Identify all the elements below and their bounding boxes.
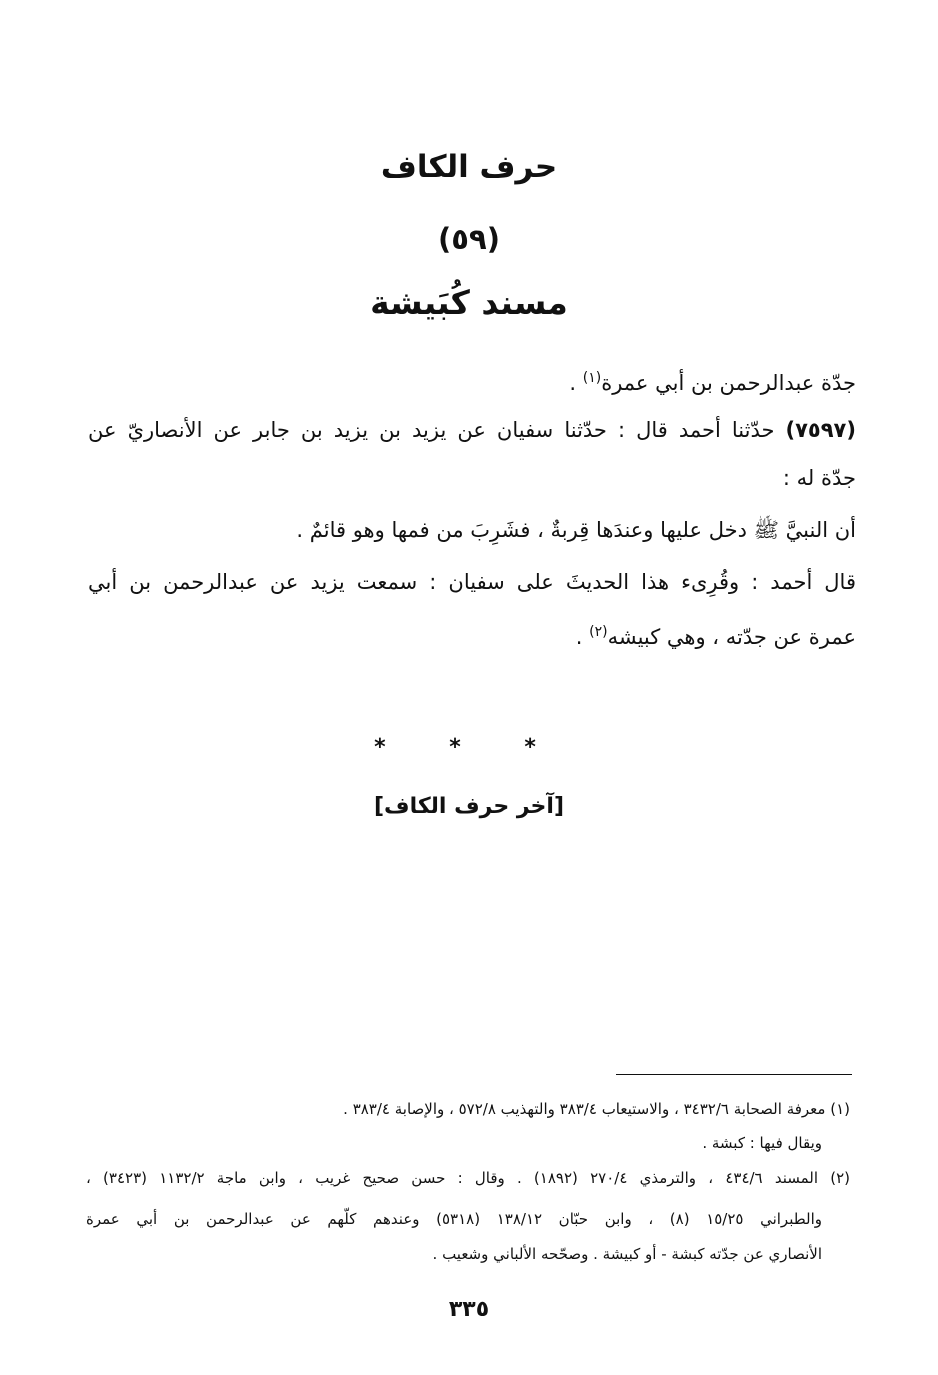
section-title: مسند كُبَيشة: [370, 283, 568, 322]
section-number: (٥٩): [438, 222, 500, 256]
end-of-chapter-title: [آخر حرف الكاف]: [373, 794, 565, 819]
comment-line-1: قال أحمد : وقُرِىء هذا الحديثَ على سفيان : سمعت يزيد عن عبدالرحمن بن أبي: [88, 570, 856, 594]
intro-text: جدّة عبدالرحمن بن أبي عمرة: [601, 371, 856, 395]
intro-line: [88, 358, 856, 403]
footnote-ref-1[interactable]: (١): [582, 370, 602, 386]
hadith-number: (٧٥٩٧): [785, 418, 856, 442]
hadith-line-1: [88, 410, 856, 450]
comment-line-2: [88, 612, 856, 657]
comment-text: عمرة عن جدّته ، وهي كبيشه: [607, 625, 856, 649]
hadith-matn: أن النبيَّ ﷺ دخل عليها وعندَها قِربةٌ ، فشَرِبَ من فمها وهو قائمٌ .: [296, 518, 856, 542]
footnote-ref-2[interactable]: (٢): [589, 624, 608, 640]
footnote-1-line-2: ويقال فيها : كبشة .: [702, 1134, 822, 1152]
hadith-isnad: حدّثنا أحمد قال : حدّثنا سفيان عن يزيد بن يزيد بن جابر عن الأنصاريّ عن: [88, 418, 786, 442]
footnote-2-line-2: والطبراني ١٥/٢٥ (٨) ، وابن حبّان ١٣٨/١٢ (٥٣١٨) وعندهم كلّهم عن عبدالرحمن بن أبي عمرة: [86, 1210, 822, 1228]
chapter-title: حرف الكاف: [380, 149, 558, 185]
footnote-1-line-1: (١) معرفة الصحابة ٣٤٣٢/٦ ، والاستيعاب ٣٨٣/٤ والتهذيب ٥٧٢/٨ ، والإصابة ٣٨٣/٤ .: [343, 1100, 850, 1118]
section-separator: * * *: [374, 735, 564, 760]
comment-end: .: [575, 625, 590, 649]
hadith-line-2: جدّة له :: [782, 466, 856, 490]
page-number: ٣٣٥: [448, 1297, 490, 1322]
footnote-divider: [616, 1074, 852, 1075]
footnote-2-line-3: الأنصاري عن جدّته كبشة - أو كبيشة . وصحّحه الألباني وشعيب .: [432, 1245, 822, 1263]
footnote-2-line-1: (٢) المسند ٤٣٤/٦ ، والترمذي ٢٧٠/٤ (١٨٩٢) . وقال : حسن صحيح غريب ، وابن ماجة ١١٣٢/٢ (٣٤٢٣) ،: [86, 1169, 850, 1187]
intro-end: .: [569, 371, 583, 395]
